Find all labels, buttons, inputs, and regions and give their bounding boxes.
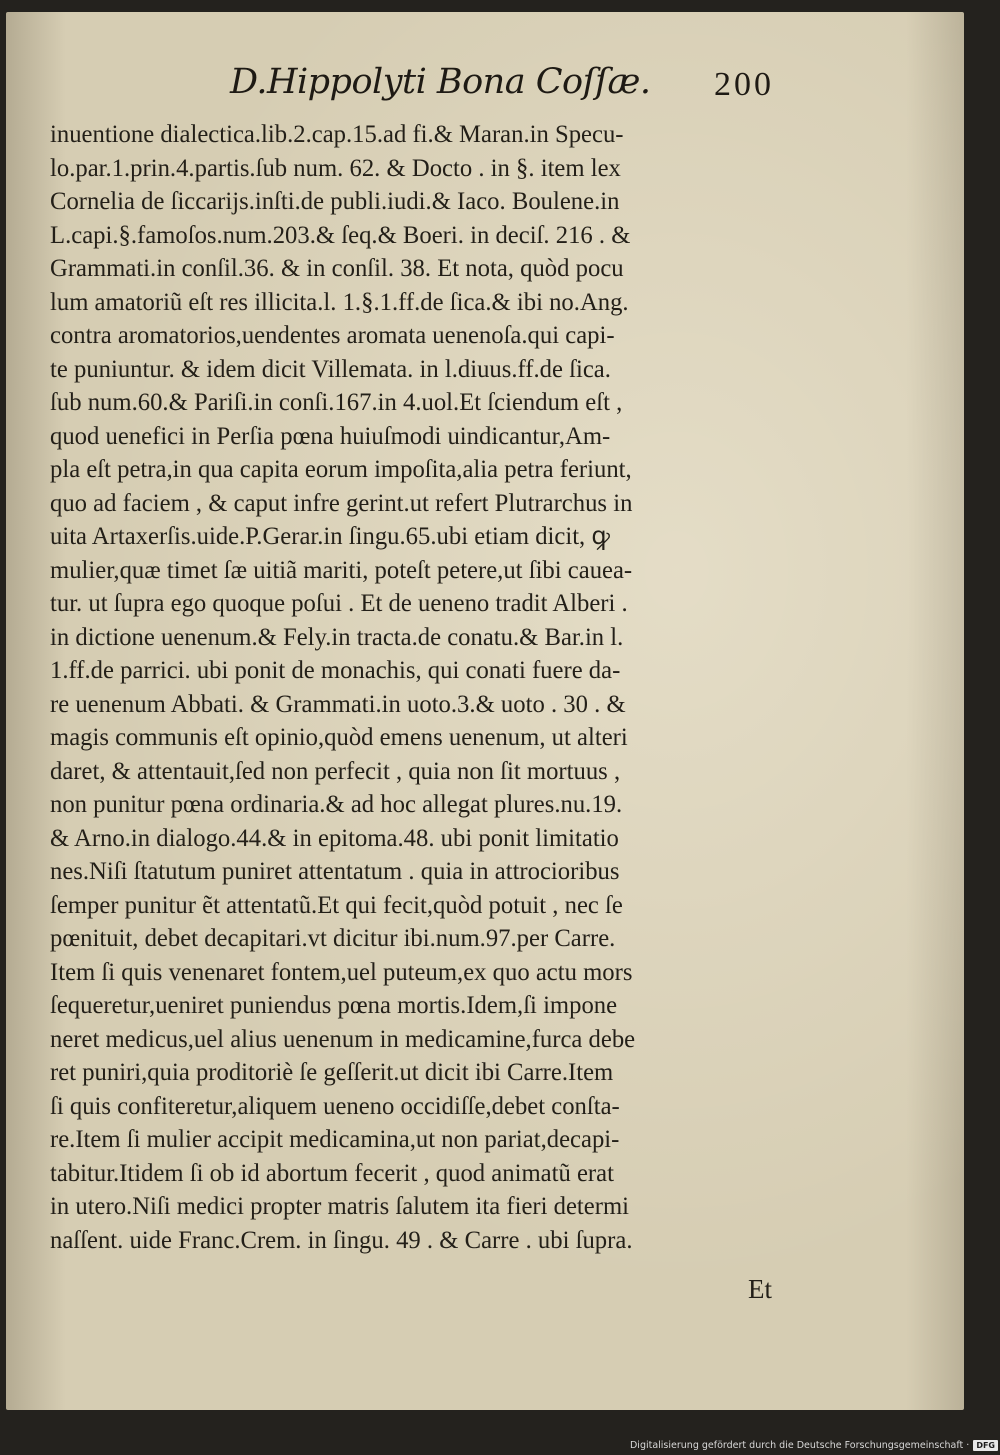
page-number: 200 (714, 66, 774, 103)
text-line: tabitur.Itidem ſi ob id abortum fecerit , quod animatũ erat (50, 1159, 614, 1187)
text-line: pœnituit, debet decapitari.vt dicitur ibi.num.97.per Carre. (50, 925, 616, 952)
text-line: ſequeretur,ueniret puniendus pœna mortis.Idem,ſi impone (50, 992, 618, 1019)
catchword: Et (748, 1274, 772, 1304)
text-line: inuentione dialectica.lib.2.cap.15.ad fi.& Maran.in Specu- (50, 121, 624, 148)
text-line: ſi quis confiteretur,aliquem ueneno occidiſſe,debet conſta- (50, 1092, 620, 1120)
text-line: re.Item ſi mulier accipit medicamina,ut non pariat,decapi- (50, 1126, 620, 1153)
text-line: Item ſi quis venenaret fontem,uel puteum,ex quo actu mors (50, 958, 633, 986)
text-line: naſſent. uide Franc.Crem. in ſingu. 49 . & Carre . ubi ſupra. (50, 1226, 633, 1254)
page-title: D.Hippolyti Bona Coſſæ. (230, 62, 651, 102)
text-line: in dictione uenenum.& Fely.in tracta.de conatu.& Bar.in l. (50, 623, 624, 651)
text-line: te puniuntur. & idem dicit Villemata. in l.diuus.ff.de ſica. (50, 355, 611, 383)
text-line: quo ad faciem , & caput infre gerint.ut refert Plutrarchus in (50, 489, 633, 517)
text-line: & Arno.in dialogo.44.& in epitoma.48. ubi ponit limitatio (50, 824, 619, 852)
text-line: lum amatoriũ eſt res illicita.l. 1.§.1.ff.de ſica.& ibi no.Ang. (50, 288, 629, 316)
text-line: lo.par.1.prin.4.partis.ſub num. 62. & Docto . in §. item lex (50, 154, 621, 182)
text-line: Grammati.in conſil.36. & in conſil. 38. Et nota, quòd pocu (50, 255, 624, 282)
text-line: daret, & attentauit,ſed non perfecit , quia non ſit mortuus , (50, 757, 621, 785)
text-line: quod uenefici in Perſia pœna huiuſmodi uindicantur,Am- (50, 422, 611, 450)
body-text (50, 118, 820, 1257)
text-line: magis communis eſt opinio,quòd emens uenenum, ut alteri (50, 724, 628, 751)
text-line: neret medicus,uel alius uenenum in medicamine,furca debe (50, 1025, 636, 1053)
text-line: contra aromatorios,uendentes aromata uenenoſa.qui capi- (50, 322, 615, 349)
text-line: ret puniri,quia proditoriè ſe geſſerit.ut dicit ibi Carre.Item (50, 1059, 614, 1086)
text-line: non punitur pœna ordinaria.& ad hoc allegat plures.nu.19. (50, 791, 623, 818)
text-line: mulier,quæ timet ſæ uitiã mariti, poteſt petere,ut ſibi cauea- (50, 556, 633, 584)
text-line: ſub num.60.& Pariſi.in conſi.167.in 4.uol.Et ſciendum eſt , (50, 389, 623, 416)
text-line: in utero.Niſi medici propter matris ſalutem ita fieri determi (50, 1193, 630, 1220)
text-line: nes.Niſi ſtatutum puniret attentatum . quia in attrocioribus (50, 858, 620, 885)
footer-credit: Digitalisierung gefördert durch die Deutsche Forschungsgemeinschaft · (629, 1440, 970, 1451)
text-line: re uenenum Abbati. & Grammati.in uoto.3.& uoto . 30 . & (50, 690, 626, 718)
running-header (230, 62, 790, 110)
text-line: 1.ff.de parrici. ubi ponit de monachis, qui conati fuere da- (50, 657, 621, 684)
text-line: Cornelia de ſiccarijs.inſti.de publi.iudi.& Iaco. Boulene.in (50, 188, 620, 215)
text-line: uita Artaxerſis.uide.P.Gerar.in ſingu.65.ubi etiam dicit, ꝙ (50, 523, 610, 550)
text-line: L.capi.§.famoſos.num.203.& ſeq.& Boeri. in deciſ. 216 . & (50, 221, 631, 249)
dfg-logo: DFG (973, 1440, 998, 1451)
text-line: tur. ut ſupra ego quoque poſui . Et de ueneno tradit Alberi . (50, 590, 628, 617)
text-line: pla eſt petra,in qua capita eorum impoſita,alia petra feriunt, (50, 456, 632, 483)
footer-bar (600, 1436, 1000, 1455)
text-line: ſemper punitur ẽt attentatũ.Et qui fecit,quòd potuit , nec ſe (50, 891, 623, 919)
